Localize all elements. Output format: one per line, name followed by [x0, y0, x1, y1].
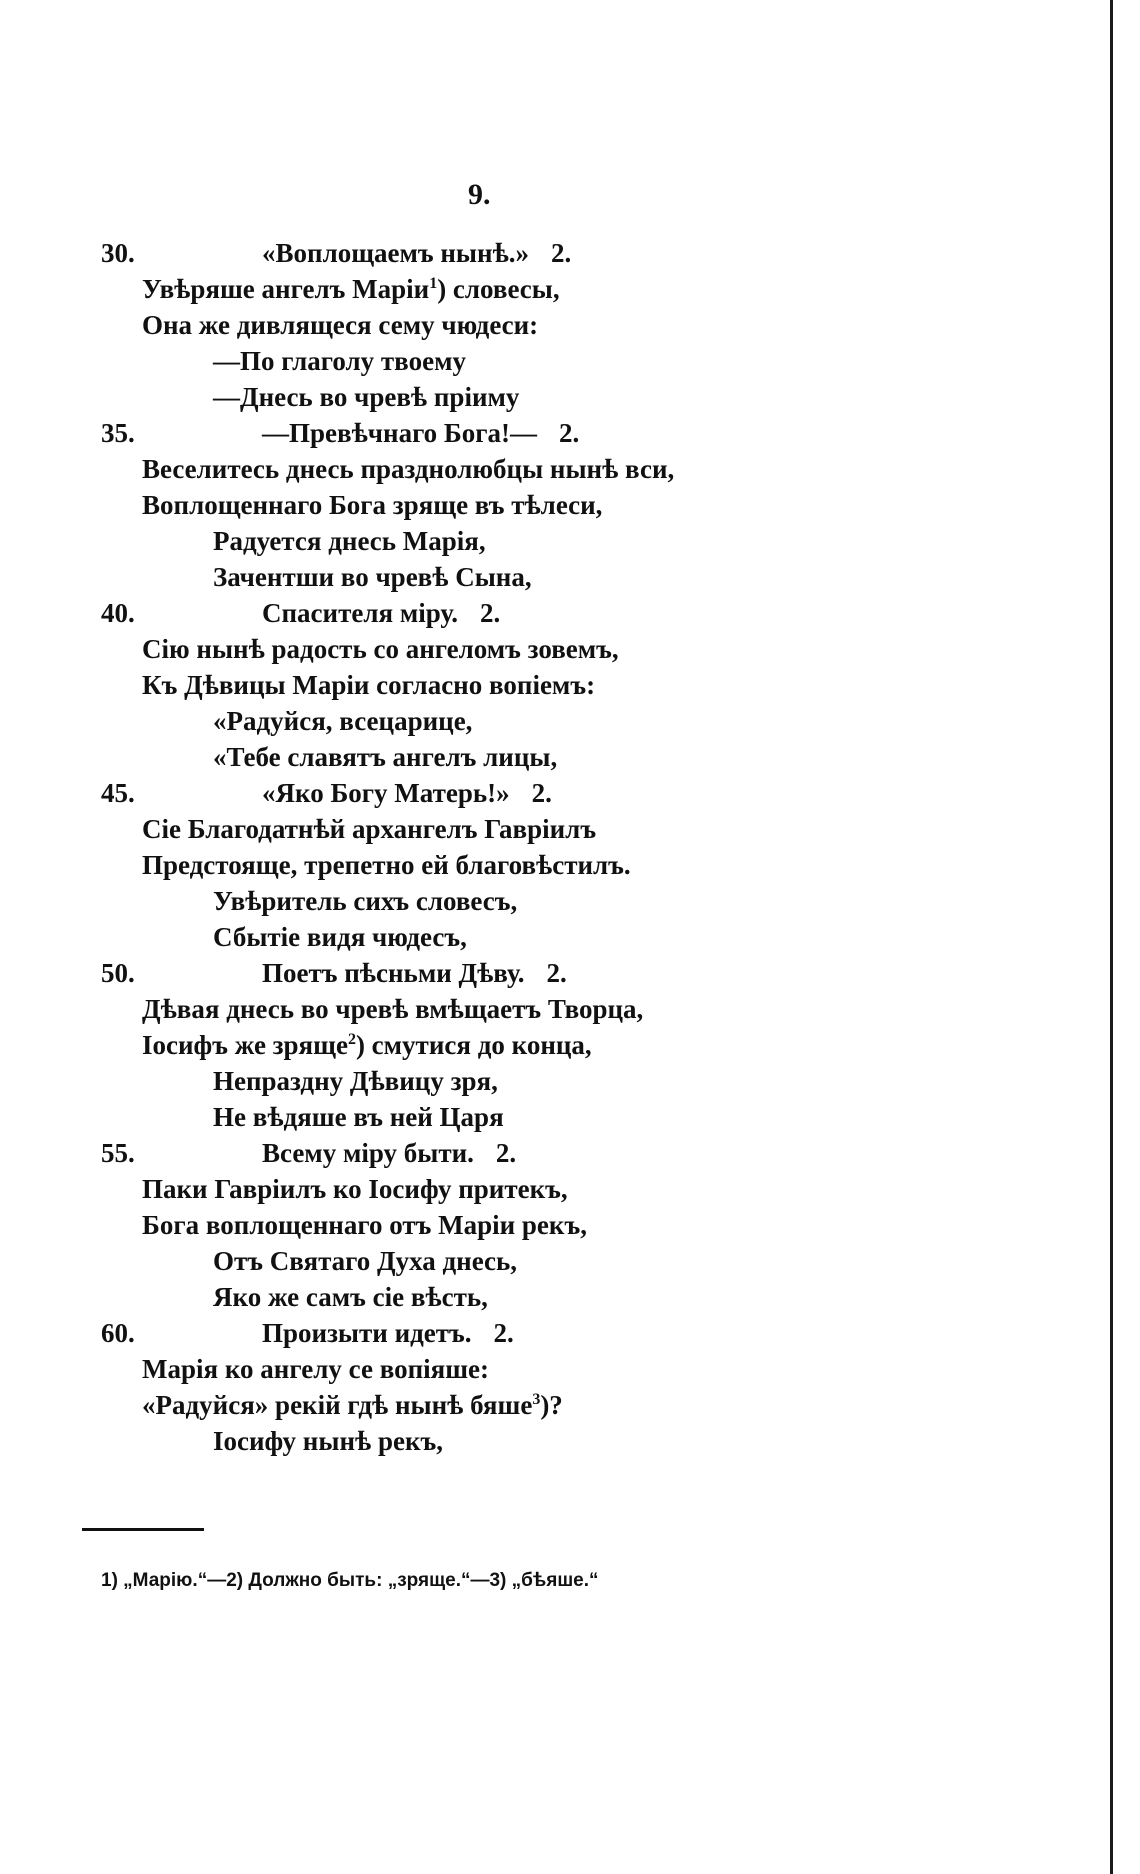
line-words: Сіе Благодатнѣй архангелъ Гавріилъ: [142, 814, 597, 844]
line-words: Іосифъ же зряще: [142, 1030, 348, 1060]
line-text: [213, 919, 467, 955]
line-words: Не вѣдяше въ ней Царя: [213, 1102, 504, 1132]
line-words: Іосифу нынѣ рекъ,: [213, 1426, 444, 1456]
line-words: —По глаголу твоему: [213, 346, 466, 376]
footnotes: 1) „Марію.“—2) Должно быть: „зряще.“—3) „бѣяше.“: [101, 1570, 599, 1591]
poem-line: [0, 1387, 1100, 1423]
line-words: Марія ко ангелу се вопіяше:: [142, 1354, 490, 1384]
poem-line: [0, 919, 1100, 955]
line-words: Предстояще, трепетно ей благовѣстилъ.: [142, 850, 631, 880]
line-words-continued: ) словесы,: [437, 274, 560, 304]
poem-line: [0, 487, 1100, 523]
line-number: 55.: [101, 1138, 135, 1168]
poem-line: [0, 1099, 1100, 1135]
poem-line: [0, 1171, 1100, 1207]
line-text: [213, 1243, 517, 1279]
line-number: 40.: [101, 598, 135, 628]
footnote-reference: 1: [429, 275, 438, 292]
line-words: Сію нынѣ радость со ангеломъ зовемъ,: [142, 634, 619, 664]
line-number: 60.: [101, 1318, 135, 1348]
poem-line: [0, 703, 1100, 739]
poem-line: [0, 379, 1100, 415]
line-text: [142, 991, 643, 1027]
poem-line: [0, 451, 1100, 487]
line-text: [142, 307, 538, 343]
line-words: Воплощеннаго Бога зряще въ тѣлеси,: [142, 490, 603, 520]
line-words: Бога воплощеннаго отъ Маріи рекъ,: [142, 1210, 587, 1240]
line-words: «Тебе славятъ ангелъ лицы,: [213, 742, 558, 772]
line-words: Радуется днесь Марія,: [213, 526, 486, 556]
line-text: [213, 1423, 443, 1459]
line-words-continued: ) смутися до конца,: [355, 1030, 592, 1060]
line-words: Увѣритель сихъ словесъ,: [213, 886, 518, 916]
line-words: Увѣряше ангелъ Маріи: [142, 274, 430, 304]
line-text: [213, 343, 466, 379]
poem-line: [0, 847, 1100, 883]
line-words: Она же дивлящеся сему чюдеси:: [142, 310, 539, 340]
refrain-mark: 2.: [551, 238, 572, 268]
line-text: [262, 955, 567, 991]
line-words: «Яко Богу Матерь!»: [262, 778, 510, 808]
footnote-separator: [82, 1528, 204, 1531]
line-text: [262, 415, 579, 451]
line-text: [262, 775, 552, 811]
poem-line: [0, 667, 1100, 703]
line-words: —Днесь во чревѣ пріиму: [213, 382, 520, 412]
poem-line: [0, 955, 1100, 991]
line-words: Дѣвая днесь во чревѣ вмѣщаетъ Творца,: [142, 994, 644, 1024]
line-text: [142, 1387, 563, 1423]
line-words: Сбытіе видя чюдесъ,: [213, 922, 467, 952]
poem-line: [0, 307, 1100, 343]
line-text: [213, 523, 486, 559]
refrain-mark: 2.: [546, 958, 567, 988]
poem-line: [0, 1243, 1100, 1279]
line-words: «Радуйся, всецарице,: [213, 706, 473, 736]
line-text: [213, 379, 519, 415]
refrain-mark: 2.: [559, 418, 580, 448]
refrain-mark: 2.: [493, 1318, 514, 1348]
poem-line: [0, 775, 1100, 811]
line-text: [142, 847, 631, 883]
refrain-mark: 2.: [495, 1138, 517, 1168]
line-text: [142, 631, 619, 667]
page-number: 9.: [468, 178, 491, 211]
line-number: 35.: [101, 418, 135, 448]
line-words: Зачентши во чревѣ Сына,: [213, 562, 532, 592]
line-text: [142, 1207, 587, 1243]
line-text: [262, 235, 571, 271]
line-words: Спасителя міру.: [262, 598, 458, 628]
line-text: [142, 451, 674, 487]
poem-line: [0, 631, 1100, 667]
line-text: [142, 271, 560, 307]
line-text: [142, 1027, 592, 1063]
line-text: [142, 811, 596, 847]
line-text: [213, 703, 472, 739]
poem-line: [0, 811, 1100, 847]
line-text: [142, 667, 595, 703]
line-text: [262, 595, 500, 631]
line-text: [142, 1171, 568, 1207]
poem-line: [0, 739, 1100, 775]
line-text: [213, 1099, 504, 1135]
poem-line: [0, 523, 1100, 559]
poem-line: [0, 1135, 1100, 1171]
line-words: Къ Дѣвицы Маріи согласно вопіемъ:: [142, 670, 596, 700]
line-text: [262, 1315, 514, 1351]
poem-line: [0, 343, 1100, 379]
line-number: 45.: [101, 778, 135, 808]
poem-line: [0, 415, 1100, 451]
line-words: Всему міру быти.: [262, 1138, 474, 1168]
poem-line: [0, 1351, 1100, 1387]
refrain-mark: 2.: [479, 598, 501, 628]
line-text: [142, 487, 602, 523]
line-text: [213, 559, 532, 595]
poem-line: [0, 1315, 1100, 1351]
line-words: «Радуйся» рекій гдѣ нынѣ бяше: [142, 1390, 533, 1420]
line-words: Паки Гавріилъ ко Іосифу притекъ,: [142, 1174, 568, 1204]
poem-line: [0, 1279, 1100, 1315]
poem-line: [0, 1207, 1100, 1243]
line-text: [213, 739, 557, 775]
line-text: [262, 1135, 516, 1171]
poem-line: [0, 1027, 1100, 1063]
footnote-reference: 3: [532, 1391, 541, 1408]
page-edge-rule: [1110, 0, 1113, 1874]
poem-line: [0, 235, 1100, 271]
line-words-continued: )?: [540, 1390, 563, 1420]
line-words: Веселитесь днесь празднолюбцы нынѣ вси,: [142, 454, 675, 484]
poem-line: [0, 1423, 1100, 1459]
line-words: Яко же самъ сіе вѣсть,: [213, 1282, 488, 1312]
poem-line: [0, 1063, 1100, 1099]
line-words: Отъ Святаго Духа днесь,: [213, 1246, 518, 1276]
poem-line: [0, 271, 1100, 307]
line-words: Произыти идетъ.: [262, 1318, 472, 1348]
line-words: «Воплощаемъ нынѣ.»: [262, 238, 530, 268]
line-words: Непраздну Дѣвицу зря,: [213, 1066, 498, 1096]
line-text: [213, 883, 517, 919]
line-text: [142, 1351, 489, 1387]
line-number: 30.: [101, 238, 135, 268]
line-words: Поетъ пѣсньми Дѣву.: [262, 958, 525, 988]
line-words: —Превѣчнаго Бога!—: [262, 418, 538, 448]
refrain-mark: 2.: [531, 778, 552, 808]
line-number: 50.: [101, 958, 135, 988]
footnote-reference: 2: [347, 1031, 356, 1048]
poem-text: [0, 235, 1100, 1459]
poem-line: [0, 595, 1100, 631]
line-text: [213, 1279, 488, 1315]
poem-line: [0, 991, 1100, 1027]
poem-line: [0, 883, 1100, 919]
line-text: [213, 1063, 498, 1099]
poem-line: [0, 559, 1100, 595]
